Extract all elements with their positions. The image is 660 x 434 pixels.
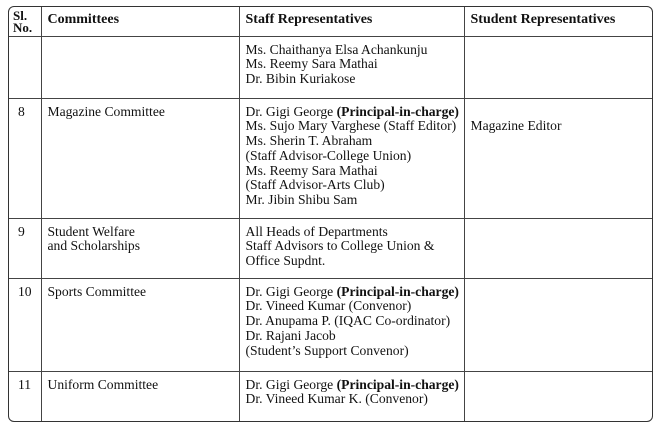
row-number (9, 36, 41, 98)
staff-name: Dr. Gigi George (245, 283, 337, 299)
header-committees: Committees (41, 7, 239, 36)
staff-line: Mr. Jibin Shibu Sam (245, 192, 358, 208)
committee-line: Sports Committee (47, 283, 147, 299)
committee-table (9, 7, 653, 421)
staff-line (246, 285, 464, 300)
row-number: 10 (9, 278, 41, 371)
staff-role-bold: (Principal-in-charge) (336, 103, 459, 119)
header-sl-line-2: No. (13, 20, 33, 35)
header-sl-no (9, 7, 41, 36)
student-cell (464, 278, 653, 371)
staff-line: Ms. Sherin T. Abraham (245, 133, 373, 149)
student-cell (464, 98, 653, 218)
header-row (9, 7, 653, 36)
committee-cell (41, 36, 239, 98)
staff-role-bold: (Principal-in-charge) (336, 376, 459, 392)
staff-cell (239, 371, 464, 421)
staff-role-bold: (Principal-in-charge) (336, 283, 459, 299)
header-student-representatives: Student Representatives (464, 7, 653, 36)
staff-line: Dr. Vineed Kumar (Convenor) (245, 298, 412, 314)
student-cell (464, 371, 653, 421)
staff-cell (239, 36, 464, 98)
staff-line: Office Supdnt. (245, 253, 326, 269)
header-staff-representatives: Staff Representatives (239, 7, 464, 36)
staff-line: Ms. Chaithanya Elsa Achankunju (245, 41, 428, 57)
row-number: 11 (9, 371, 41, 421)
table-row (9, 278, 653, 371)
staff-cell (239, 98, 464, 218)
staff-name: Dr. Gigi George (245, 376, 337, 392)
staff-line: Dr. Vineed Kumar K. (Convenor) (245, 391, 428, 407)
staff-line: Ms. Reemy Sara Mathai (245, 162, 378, 178)
staff-line: Staff Advisors to College Union & (245, 238, 435, 254)
staff-line: Ms. Sujo Mary Varghese (Staff Editor) (245, 118, 457, 134)
staff-line: Ms. Reemy Sara Mathai (245, 56, 378, 72)
staff-line: Dr. Bibin Kuriakose (245, 71, 356, 87)
committee-line: Uniform Committee (47, 376, 159, 392)
committee-line: and Scholarships (47, 238, 141, 254)
staff-line: (Staff Advisor-College Union) (245, 147, 412, 163)
staff-line: (Student’s Support Convenor) (245, 342, 409, 358)
committee-cell (41, 98, 239, 218)
staff-line: (Staff Advisor-Arts Club) (245, 177, 385, 193)
staff-line (246, 378, 464, 393)
committee-table-frame (8, 6, 653, 422)
committee-line: Student Welfare (47, 223, 135, 239)
table-row (9, 218, 653, 278)
table-row (9, 36, 653, 98)
student-cell (464, 36, 653, 98)
staff-cell (239, 278, 464, 371)
table-row (9, 371, 653, 421)
committee-cell (41, 278, 239, 371)
table-row (9, 98, 653, 218)
committee-cell (41, 371, 239, 421)
staff-line: Dr. Anupama P. (IQAC Co-ordinator) (245, 313, 451, 329)
staff-name: Dr. Gigi George (245, 103, 337, 119)
staff-line: Dr. Rajani Jacob (245, 327, 336, 343)
committee-cell (41, 218, 239, 278)
staff-cell (239, 218, 464, 278)
row-number: 9 (9, 218, 41, 278)
student-representative: Magazine Editor (470, 117, 562, 133)
staff-line (246, 105, 464, 120)
header-sl-line-1: Sl. (13, 8, 28, 23)
staff-line: All Heads of Departments (245, 223, 388, 239)
student-cell (464, 218, 653, 278)
committee-line: Magazine Committee (47, 103, 165, 119)
row-number: 8 (9, 98, 41, 218)
